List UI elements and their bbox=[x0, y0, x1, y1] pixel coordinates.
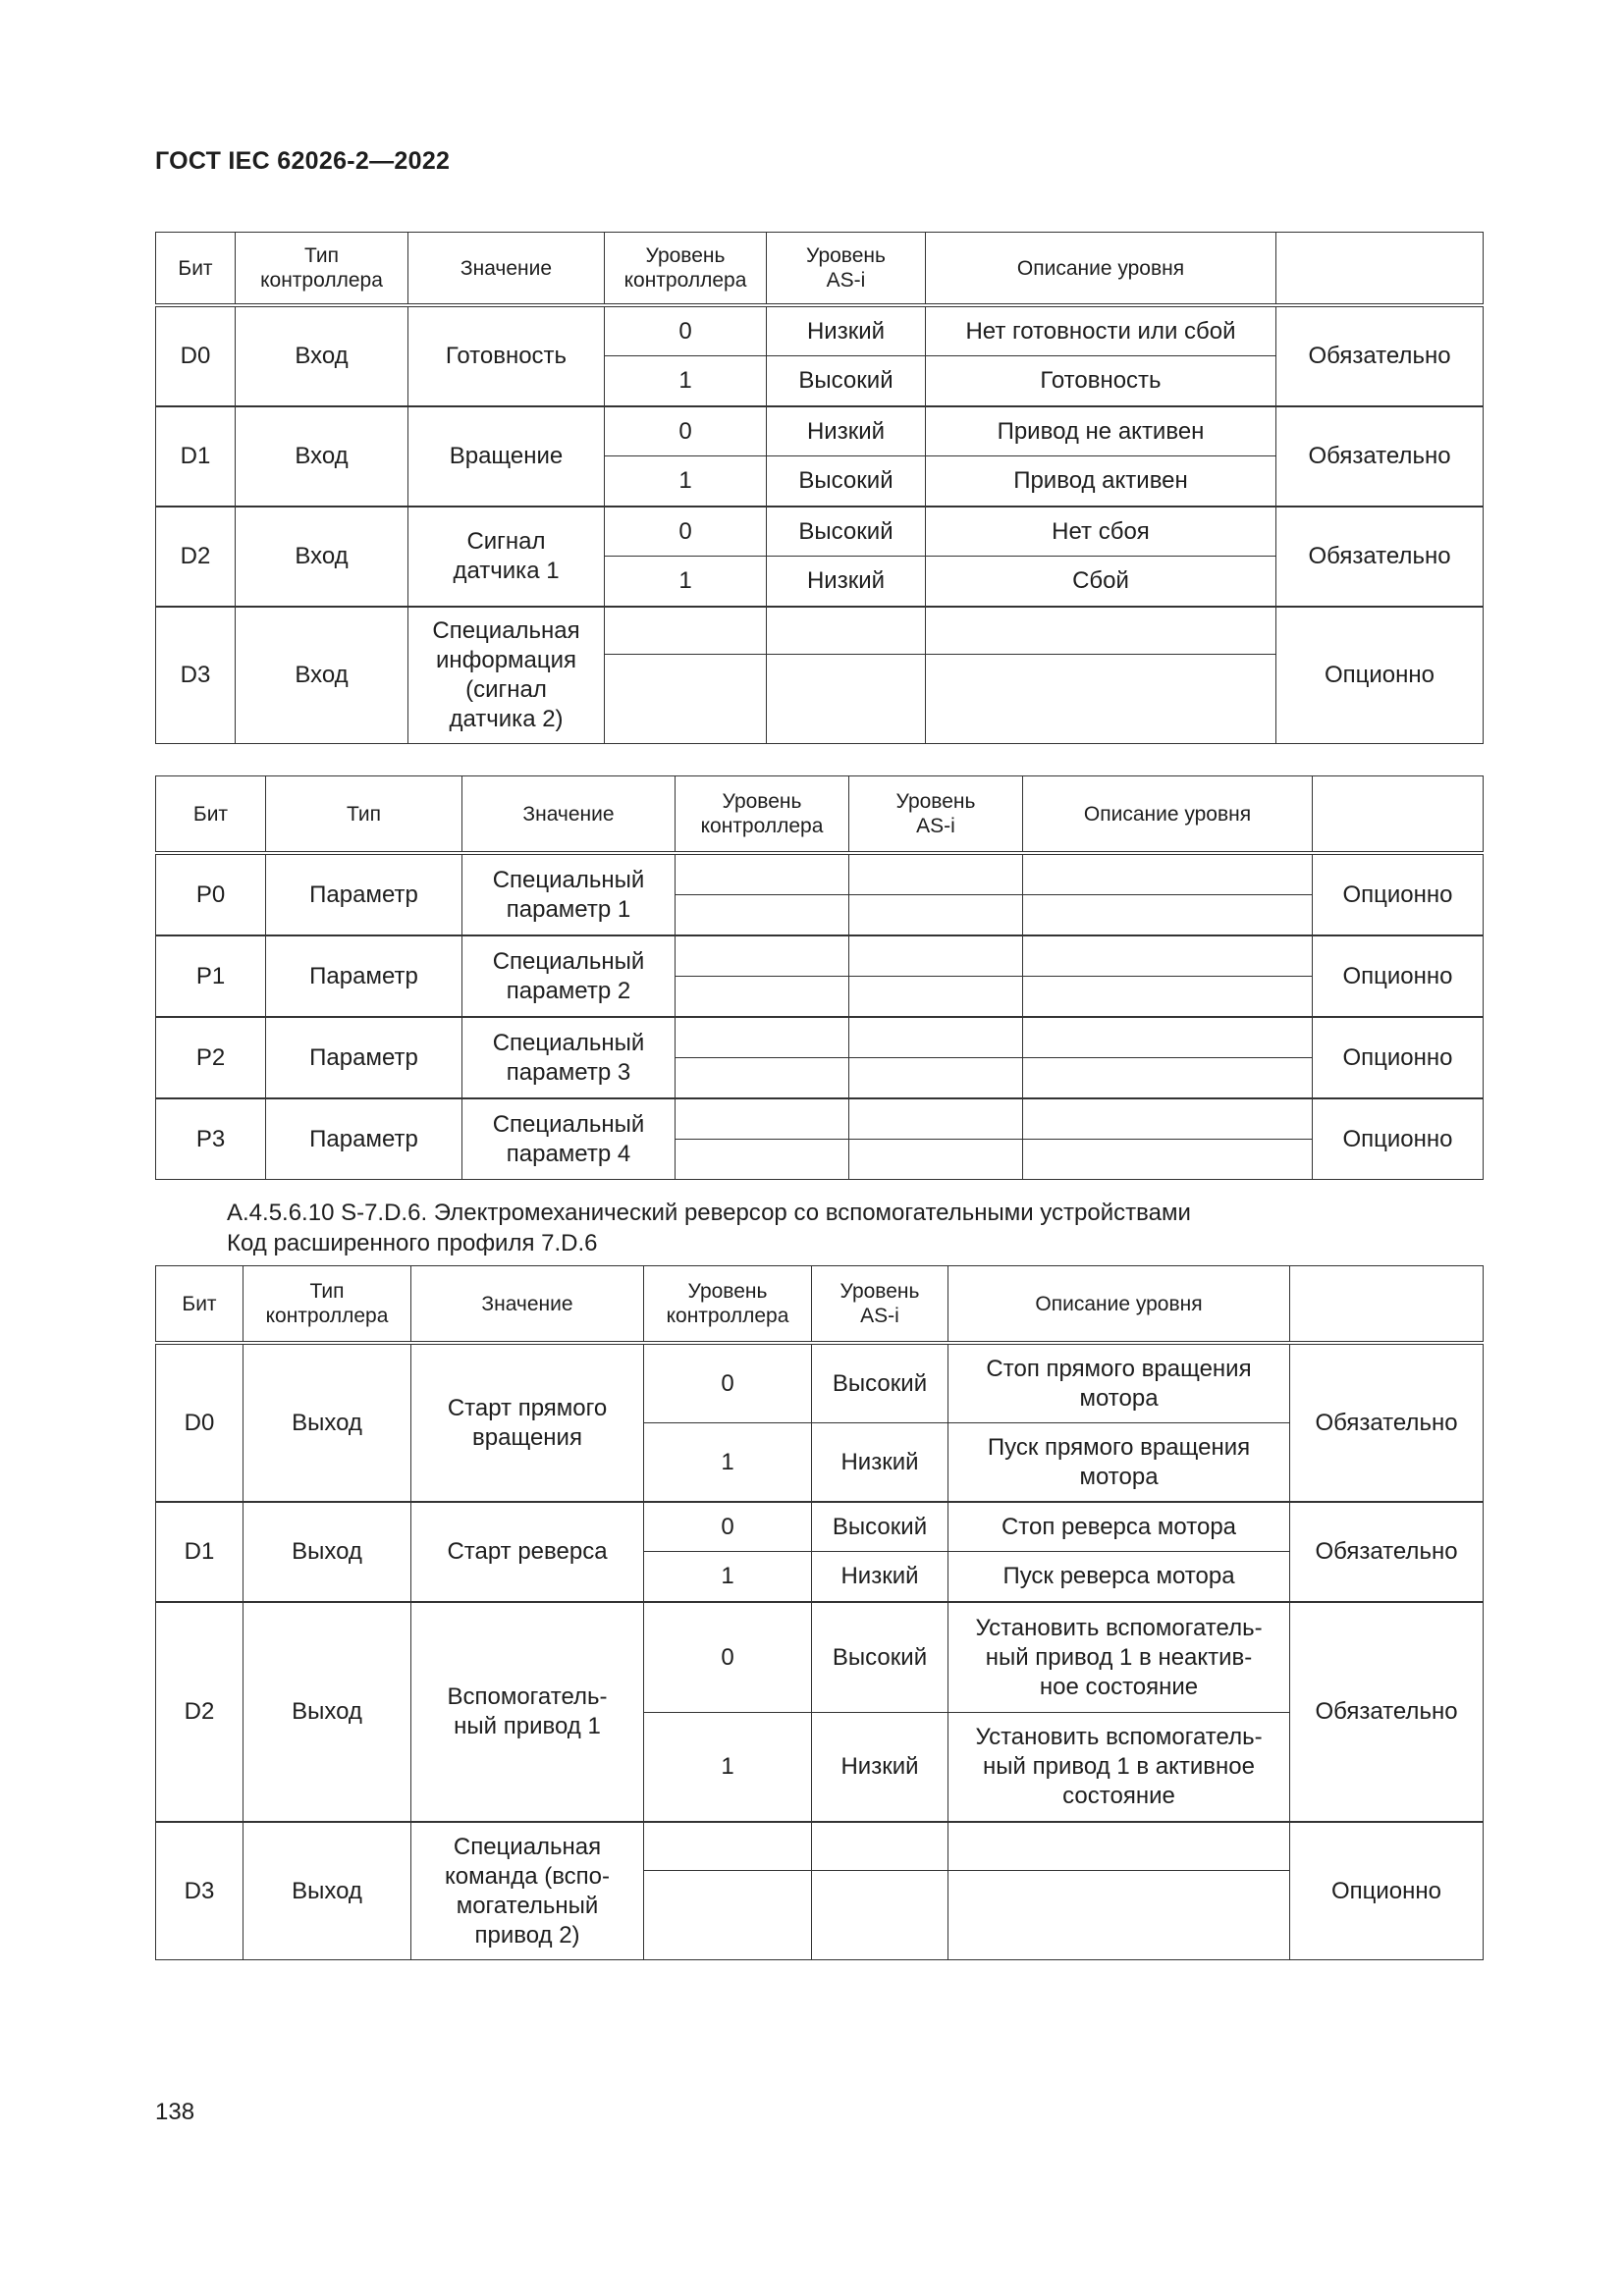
controller-level-cell bbox=[605, 305, 767, 356]
column-header bbox=[676, 776, 849, 854]
asi-level-cell-text: Низкий bbox=[806, 417, 886, 445]
level-description-cell bbox=[1023, 1058, 1313, 1099]
level-description-cell-text: Нет сбоя bbox=[1052, 517, 1150, 545]
controller-level-cell bbox=[676, 1017, 849, 1058]
bit-cell bbox=[156, 853, 266, 935]
requirement-cell bbox=[1313, 935, 1484, 1017]
value-cell bbox=[462, 1098, 676, 1180]
requirement-cell bbox=[1290, 1502, 1484, 1602]
requirement-cell bbox=[1276, 406, 1484, 507]
controller-level-cell bbox=[605, 456, 767, 507]
column-header bbox=[236, 233, 408, 306]
controller-level-cell-text: 1 bbox=[678, 367, 692, 394]
type-cell-text: Параметр bbox=[309, 881, 418, 908]
asi-level-cell bbox=[812, 1713, 948, 1823]
column-header-text: Описание уровня bbox=[1035, 1292, 1203, 1315]
level-description-cell-text: Установить вспомогатель- ный привод 1 в неактив- ное состояние bbox=[975, 1614, 1263, 1700]
level-description-cell bbox=[948, 1502, 1290, 1552]
column-header-text: Бит bbox=[192, 802, 229, 826]
requirement-cell-text: Опционно bbox=[1324, 662, 1435, 688]
controller-level-cell bbox=[644, 1713, 812, 1823]
level-description-cell-text: Готовность bbox=[1040, 367, 1162, 394]
asi-level-cell bbox=[812, 1502, 948, 1552]
asi-level-cell bbox=[767, 356, 926, 407]
column-header bbox=[605, 233, 767, 306]
type-cell bbox=[244, 1343, 411, 1502]
controller-level-cell bbox=[676, 1140, 849, 1180]
table-controller-inputs bbox=[155, 232, 1484, 744]
bit-cell-text: P0 bbox=[195, 881, 226, 908]
profile-code: Код расширенного профиля 7.D.6 bbox=[227, 1230, 598, 1256]
requirement-cell bbox=[1290, 1343, 1484, 1502]
column-header bbox=[411, 1266, 644, 1344]
type-cell bbox=[244, 1602, 411, 1822]
asi-level-cell-text: Высокий bbox=[798, 517, 893, 545]
type-cell-text: Параметр bbox=[309, 1125, 418, 1152]
asi-level-cell bbox=[849, 935, 1023, 977]
bit-cell-text: D2 bbox=[180, 543, 211, 569]
table-parameters bbox=[155, 775, 1484, 1180]
value-cell bbox=[462, 853, 676, 935]
value-cell-text: Специальная информация (сигнал датчика 2) bbox=[432, 617, 580, 732]
requirement-cell bbox=[1313, 1017, 1484, 1098]
column-header-text: Бит bbox=[178, 256, 213, 280]
controller-level-cell bbox=[676, 935, 849, 977]
bit-cell-text: D0 bbox=[184, 1409, 215, 1436]
value-cell bbox=[408, 607, 605, 744]
asi-level-cell bbox=[767, 456, 926, 507]
asi-level-cell bbox=[812, 1822, 948, 1871]
table-row bbox=[156, 1098, 1484, 1140]
bit-cell bbox=[156, 507, 236, 607]
type-cell bbox=[236, 607, 408, 744]
asi-level-cell bbox=[849, 1140, 1023, 1180]
level-description-cell-text: Установить вспомогатель- ный привод 1 в активное состояние bbox=[975, 1724, 1263, 1809]
level-description-cell bbox=[948, 1871, 1290, 1960]
value-cell bbox=[411, 1502, 644, 1602]
table-row bbox=[156, 1343, 1484, 1423]
controller-level-cell bbox=[605, 557, 767, 608]
column-header-text: Бит bbox=[182, 1292, 217, 1315]
controller-level-cell bbox=[644, 1822, 812, 1871]
requirement-cell bbox=[1313, 853, 1484, 935]
bit-cell-text: P3 bbox=[195, 1125, 226, 1152]
requirement-cell-text: Обязательно bbox=[1308, 543, 1451, 569]
table-row bbox=[156, 853, 1484, 895]
asi-level-cell bbox=[849, 853, 1023, 895]
column-header-text: Значение bbox=[460, 256, 553, 280]
column-header-text: Тип bbox=[346, 802, 381, 826]
value-cell bbox=[411, 1343, 644, 1502]
value-cell bbox=[408, 305, 605, 406]
column-header bbox=[462, 776, 676, 854]
level-description-cell-text: Пуск реверса мотора bbox=[1002, 1563, 1235, 1589]
value-cell-text: Специальный параметр 2 bbox=[492, 947, 645, 1004]
column-header bbox=[1313, 776, 1484, 854]
value-cell-text: Вспомогатель- ный привод 1 bbox=[447, 1683, 608, 1739]
bit-cell-text: D3 bbox=[180, 662, 211, 688]
level-description-cell bbox=[1023, 853, 1313, 895]
column-header bbox=[812, 1266, 948, 1344]
level-description-cell bbox=[926, 655, 1276, 744]
table-row bbox=[156, 406, 1484, 456]
level-description-cell-text: Привод не активен bbox=[997, 417, 1205, 445]
type-cell bbox=[244, 1502, 411, 1602]
controller-level-cell bbox=[605, 655, 767, 744]
header-row bbox=[156, 776, 1484, 854]
requirement-cell bbox=[1290, 1602, 1484, 1822]
bit-cell-text: D2 bbox=[184, 1698, 215, 1725]
level-description-cell-text: Стоп реверса мотора bbox=[1001, 1513, 1237, 1540]
section-title: А.4.5.6.10 S-7.D.6. Электромеханический реверсор со вспомогательными устройствами bbox=[227, 1200, 1191, 1226]
asi-level-cell-text: Низкий bbox=[806, 567, 886, 594]
requirement-cell bbox=[1290, 1822, 1484, 1960]
asi-level-cell-text: Низкий bbox=[840, 1563, 919, 1589]
requirement-cell-text: Опционно bbox=[1342, 1043, 1453, 1071]
level-description-cell bbox=[948, 1343, 1290, 1423]
controller-level-cell bbox=[644, 1502, 812, 1552]
level-description-cell bbox=[1023, 1017, 1313, 1058]
level-description-cell bbox=[1023, 1140, 1313, 1180]
bit-cell bbox=[156, 1098, 266, 1180]
table-row bbox=[156, 1602, 1484, 1713]
table-row bbox=[156, 607, 1484, 655]
level-description-cell-text: Пуск прямого вращения мотора bbox=[987, 1433, 1251, 1490]
column-header-text: Тип контроллера bbox=[265, 1280, 389, 1327]
type-cell-text: Вход bbox=[295, 543, 349, 569]
section-caption bbox=[227, 1198, 1191, 1258]
requirement-cell-text: Опционно bbox=[1342, 962, 1453, 989]
bit-cell-text: P1 bbox=[195, 962, 226, 989]
value-cell bbox=[411, 1822, 644, 1960]
value-cell bbox=[411, 1602, 644, 1822]
value-cell bbox=[408, 507, 605, 607]
type-cell-text: Вход bbox=[295, 343, 349, 369]
asi-level-cell-text: Высокий bbox=[832, 1513, 928, 1540]
column-header bbox=[644, 1266, 812, 1344]
column-header bbox=[1276, 233, 1484, 306]
asi-level-cell-text: Высокий bbox=[798, 467, 893, 494]
column-header bbox=[926, 233, 1276, 306]
asi-level-cell bbox=[849, 1098, 1023, 1140]
requirement-cell-text: Обязательно bbox=[1315, 1538, 1458, 1565]
column-header-text: Уровень AS-i bbox=[895, 790, 976, 837]
level-description-cell bbox=[1023, 1098, 1313, 1140]
type-cell-text: Вход bbox=[295, 662, 349, 688]
controller-level-cell bbox=[676, 853, 849, 895]
level-description-cell bbox=[926, 456, 1276, 507]
asi-level-cell bbox=[767, 406, 926, 456]
column-header-text: Значение bbox=[481, 1292, 573, 1315]
type-cell-text: Выход bbox=[292, 1698, 362, 1725]
requirement-cell-text: Обязательно bbox=[1315, 1409, 1458, 1436]
type-cell-text: Параметр bbox=[309, 1043, 418, 1071]
column-header bbox=[156, 1266, 244, 1344]
controller-level-cell-text: 0 bbox=[678, 417, 692, 445]
controller-level-cell-text: 0 bbox=[721, 1369, 734, 1397]
bit-cell bbox=[156, 406, 236, 507]
bit-cell-text: D3 bbox=[184, 1877, 215, 1904]
controller-level-cell-text: 1 bbox=[721, 1448, 734, 1475]
bit-cell bbox=[156, 935, 266, 1017]
controller-level-cell bbox=[644, 1871, 812, 1960]
level-description-cell bbox=[1023, 977, 1313, 1018]
column-header bbox=[767, 233, 926, 306]
bit-cell bbox=[156, 1602, 244, 1822]
asi-level-cell bbox=[849, 1058, 1023, 1099]
level-description-cell-text: Привод активен bbox=[1013, 467, 1188, 494]
column-header-text: Описание уровня bbox=[1083, 802, 1252, 826]
asi-level-cell bbox=[849, 895, 1023, 936]
requirement-cell-text: Опционно bbox=[1342, 1125, 1453, 1152]
document-header: ГОСТ IEC 62026-2—2022 bbox=[155, 147, 451, 175]
value-cell-text: Специальный параметр 4 bbox=[492, 1110, 645, 1167]
type-cell bbox=[266, 1017, 462, 1098]
asi-level-cell bbox=[812, 1871, 948, 1960]
controller-level-cell bbox=[676, 895, 849, 936]
controller-level-cell bbox=[605, 607, 767, 655]
level-description-cell bbox=[1023, 935, 1313, 977]
value-cell-text: Специальный параметр 1 bbox=[492, 866, 645, 923]
bit-cell-text: D0 bbox=[180, 343, 211, 369]
column-header bbox=[408, 233, 605, 306]
table-row bbox=[156, 935, 1484, 977]
level-description-cell bbox=[926, 406, 1276, 456]
asi-level-cell-text: Высокий bbox=[832, 1643, 928, 1671]
controller-level-cell bbox=[644, 1423, 812, 1503]
column-header-text: Уровень AS-i bbox=[839, 1280, 920, 1327]
asi-level-cell bbox=[767, 607, 926, 655]
column-header bbox=[156, 233, 236, 306]
type-cell bbox=[244, 1822, 411, 1960]
column-header-text: Значение bbox=[522, 802, 615, 826]
controller-level-cell-text: 0 bbox=[721, 1643, 734, 1671]
table-row bbox=[156, 1017, 1484, 1058]
controller-level-cell-text: 1 bbox=[678, 567, 692, 594]
table-row bbox=[156, 305, 1484, 356]
bit-cell bbox=[156, 1822, 244, 1960]
value-cell-text: Специальный параметр 3 bbox=[492, 1029, 645, 1086]
asi-level-cell bbox=[767, 655, 926, 744]
level-description-cell bbox=[948, 1552, 1290, 1603]
column-header bbox=[849, 776, 1023, 854]
requirement-cell-text: Обязательно bbox=[1308, 443, 1451, 469]
asi-level-cell bbox=[767, 557, 926, 608]
value-cell-text: Старт реверса bbox=[447, 1538, 608, 1565]
table-row bbox=[156, 507, 1484, 557]
level-description-cell bbox=[1023, 895, 1313, 936]
bit-cell bbox=[156, 1017, 266, 1098]
type-cell-text: Вход bbox=[295, 443, 349, 469]
bit-cell-text: P2 bbox=[195, 1043, 226, 1071]
column-header-text: Уровень контроллера bbox=[666, 1280, 789, 1327]
asi-level-cell bbox=[849, 1017, 1023, 1058]
asi-level-cell-text: Низкий bbox=[840, 1753, 919, 1780]
type-cell bbox=[236, 305, 408, 406]
level-description-cell bbox=[926, 305, 1276, 356]
controller-level-cell-text: 0 bbox=[721, 1513, 734, 1540]
level-description-cell bbox=[926, 557, 1276, 608]
bit-cell-text: D1 bbox=[180, 443, 211, 469]
requirement-cell bbox=[1313, 1098, 1484, 1180]
asi-level-cell-text: Низкий bbox=[840, 1448, 919, 1475]
column-header-text: Уровень контроллера bbox=[623, 244, 747, 292]
column-header bbox=[266, 776, 462, 854]
type-cell-text: Выход bbox=[292, 1409, 362, 1436]
controller-level-cell-text: 1 bbox=[721, 1563, 734, 1589]
asi-level-cell bbox=[812, 1602, 948, 1713]
controller-level-cell bbox=[676, 1098, 849, 1140]
controller-level-cell bbox=[676, 1058, 849, 1099]
table-controller-outputs bbox=[155, 1265, 1484, 1960]
controller-level-cell-text: 1 bbox=[678, 467, 692, 494]
asi-level-cell bbox=[812, 1343, 948, 1423]
value-cell-text: Готовность bbox=[445, 343, 568, 369]
controller-level-cell-text: 0 bbox=[678, 317, 692, 345]
controller-level-cell bbox=[605, 507, 767, 557]
asi-level-cell bbox=[767, 305, 926, 356]
type-cell-text: Параметр bbox=[309, 962, 418, 989]
column-header bbox=[1290, 1266, 1484, 1344]
requirement-cell bbox=[1276, 607, 1484, 744]
type-cell bbox=[266, 935, 462, 1017]
type-cell bbox=[266, 1098, 462, 1180]
requirement-cell-text: Опционно bbox=[1330, 1877, 1442, 1904]
column-header bbox=[948, 1266, 1290, 1344]
controller-level-cell bbox=[605, 406, 767, 456]
table-row bbox=[156, 1822, 1484, 1871]
bit-cell bbox=[156, 305, 236, 406]
requirement-cell-text: Обязательно bbox=[1315, 1698, 1458, 1725]
header-row bbox=[156, 1266, 1484, 1344]
bit-cell bbox=[156, 1343, 244, 1502]
type-cell bbox=[236, 507, 408, 607]
value-cell-text: Вращение bbox=[449, 443, 564, 469]
controller-level-cell-text: 1 bbox=[721, 1753, 734, 1780]
value-cell bbox=[462, 1017, 676, 1098]
bit-cell bbox=[156, 607, 236, 744]
column-header bbox=[156, 776, 266, 854]
column-header-text: Описание уровня bbox=[1016, 256, 1185, 280]
level-description-cell-text: Сбой bbox=[1072, 567, 1129, 594]
controller-level-cell bbox=[605, 356, 767, 407]
column-header-text: Уровень AS-i bbox=[806, 244, 886, 292]
controller-level-cell-text: 0 bbox=[678, 517, 692, 545]
asi-level-cell bbox=[812, 1423, 948, 1503]
level-description-cell-text: Стоп прямого вращения мотора bbox=[986, 1355, 1252, 1412]
level-description-cell bbox=[948, 1822, 1290, 1871]
type-cell bbox=[266, 853, 462, 935]
column-header-text: Уровень контроллера bbox=[700, 790, 824, 837]
level-description-cell bbox=[948, 1713, 1290, 1823]
asi-level-cell bbox=[849, 977, 1023, 1018]
type-cell-text: Выход bbox=[292, 1877, 362, 1904]
table-row bbox=[156, 1502, 1484, 1552]
value-cell-text: Старт прямого вращения bbox=[447, 1394, 608, 1451]
asi-level-cell-text: Низкий bbox=[806, 317, 886, 345]
column-header bbox=[244, 1266, 411, 1344]
value-cell bbox=[462, 935, 676, 1017]
type-cell-text: Выход bbox=[292, 1538, 362, 1565]
controller-level-cell bbox=[644, 1343, 812, 1423]
column-header bbox=[1023, 776, 1313, 854]
level-description-cell bbox=[948, 1423, 1290, 1503]
value-cell-text: Специальная команда (вспо- могательный привод 2) bbox=[444, 1833, 611, 1949]
type-cell bbox=[236, 406, 408, 507]
requirement-cell-text: Опционно bbox=[1342, 881, 1453, 908]
level-description-cell bbox=[948, 1602, 1290, 1713]
level-description-cell bbox=[926, 607, 1276, 655]
value-cell bbox=[408, 406, 605, 507]
asi-level-cell-text: Высокий bbox=[798, 367, 893, 394]
asi-level-cell bbox=[767, 507, 926, 557]
bit-cell-text: D1 bbox=[184, 1538, 215, 1565]
bit-cell bbox=[156, 1502, 244, 1602]
requirement-cell bbox=[1276, 507, 1484, 607]
controller-level-cell bbox=[676, 977, 849, 1018]
page-number: 138 bbox=[155, 2099, 195, 2125]
asi-level-cell bbox=[812, 1552, 948, 1603]
requirement-cell-text: Обязательно bbox=[1308, 343, 1451, 369]
level-description-cell bbox=[926, 507, 1276, 557]
value-cell-text: Сигнал датчика 1 bbox=[453, 528, 560, 584]
asi-level-cell-text: Высокий bbox=[832, 1369, 928, 1397]
controller-level-cell bbox=[644, 1552, 812, 1603]
level-description-cell bbox=[926, 356, 1276, 407]
level-description-cell-text: Нет готовности или сбой bbox=[965, 317, 1236, 345]
requirement-cell bbox=[1276, 305, 1484, 406]
column-header-text: Тип контроллера bbox=[260, 244, 383, 292]
header-row bbox=[156, 233, 1484, 306]
controller-level-cell bbox=[644, 1602, 812, 1713]
